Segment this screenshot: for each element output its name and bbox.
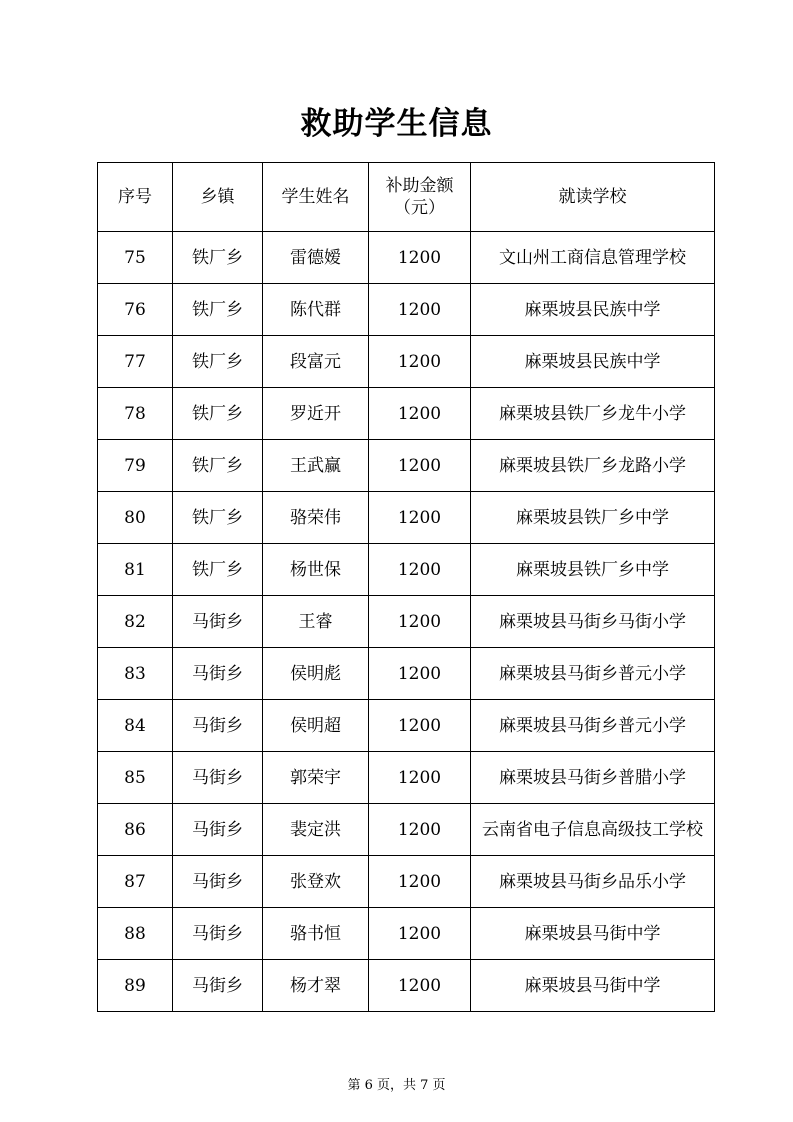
cell-town: 马街乡	[173, 908, 263, 960]
cell-name: 侯明彪	[263, 648, 369, 700]
cell-seq: 82	[98, 596, 173, 648]
cell-amount: 1200	[369, 596, 471, 648]
cell-school: 麻栗坡县民族中学	[471, 284, 715, 336]
cell-school: 麻栗坡县马街乡马街小学	[471, 596, 715, 648]
cell-name: 陈代群	[263, 284, 369, 336]
table-row	[98, 336, 715, 388]
cell-name: 段富元	[263, 336, 369, 388]
cell-amount: 1200	[369, 284, 471, 336]
header-school: 就读学校	[471, 163, 715, 232]
cell-name: 骆书恒	[263, 908, 369, 960]
cell-amount: 1200	[369, 908, 471, 960]
cell-town: 马街乡	[173, 596, 263, 648]
cell-name: 裴定洪	[263, 804, 369, 856]
table-row	[98, 388, 715, 440]
cell-town: 马街乡	[173, 700, 263, 752]
table-row	[98, 232, 715, 284]
cell-amount: 1200	[369, 388, 471, 440]
table-row	[98, 544, 715, 596]
table-row	[98, 700, 715, 752]
cell-school: 文山州工商信息管理学校	[471, 232, 715, 284]
cell-town: 马街乡	[173, 960, 263, 1012]
table-row	[98, 804, 715, 856]
cell-name: 骆荣伟	[263, 492, 369, 544]
page-footer: 第 6 页，共 7 页	[347, 1078, 446, 1093]
cell-seq: 75	[98, 232, 173, 284]
cell-school: 麻栗坡县铁厂乡中学	[471, 544, 715, 596]
cell-name: 杨才翠	[263, 960, 369, 1012]
cell-seq: 76	[98, 284, 173, 336]
table-row	[98, 596, 715, 648]
cell-town: 马街乡	[173, 856, 263, 908]
cell-town: 马街乡	[173, 648, 263, 700]
cell-name: 杨世保	[263, 544, 369, 596]
cell-seq: 78	[98, 388, 173, 440]
table-row	[98, 752, 715, 804]
cell-town: 铁厂乡	[173, 336, 263, 388]
student-aid-table	[97, 162, 715, 1012]
page-title: 救助学生信息	[300, 106, 493, 142]
table-header-row	[98, 163, 715, 232]
header-amount	[369, 163, 471, 232]
cell-seq: 83	[98, 648, 173, 700]
table-row	[98, 492, 715, 544]
cell-school: 麻栗坡县民族中学	[471, 336, 715, 388]
header-name: 学生姓名	[263, 163, 369, 232]
cell-name: 雷德嫒	[263, 232, 369, 284]
cell-name: 张登欢	[263, 856, 369, 908]
table-row	[98, 440, 715, 492]
cell-school: 麻栗坡县铁厂乡龙牛小学	[471, 388, 715, 440]
cell-town: 铁厂乡	[173, 232, 263, 284]
cell-school: 麻栗坡县马街中学	[471, 908, 715, 960]
table-row	[98, 908, 715, 960]
cell-amount: 1200	[369, 492, 471, 544]
cell-seq: 77	[98, 336, 173, 388]
cell-name: 王睿	[263, 596, 369, 648]
cell-school: 麻栗坡县马街乡普腊小学	[471, 752, 715, 804]
cell-town: 马街乡	[173, 752, 263, 804]
cell-amount: 1200	[369, 440, 471, 492]
cell-school: 麻栗坡县马街乡普元小学	[471, 648, 715, 700]
cell-town: 铁厂乡	[173, 284, 263, 336]
cell-name: 侯明超	[263, 700, 369, 752]
cell-seq: 89	[98, 960, 173, 1012]
cell-seq: 87	[98, 856, 173, 908]
cell-seq: 80	[98, 492, 173, 544]
cell-seq: 84	[98, 700, 173, 752]
cell-name: 罗近开	[263, 388, 369, 440]
cell-amount: 1200	[369, 856, 471, 908]
cell-amount: 1200	[369, 960, 471, 1012]
cell-amount: 1200	[369, 336, 471, 388]
header-amount-line1: 补助金额	[385, 176, 454, 196]
cell-seq: 86	[98, 804, 173, 856]
table-row	[98, 284, 715, 336]
cell-school: 麻栗坡县马街乡品乐小学	[471, 856, 715, 908]
table-row	[98, 856, 715, 908]
cell-town: 铁厂乡	[173, 388, 263, 440]
cell-name: 王武赢	[263, 440, 369, 492]
cell-amount: 1200	[369, 648, 471, 700]
cell-school: 麻栗坡县铁厂乡中学	[471, 492, 715, 544]
cell-school: 云南省电子信息高级技工学校	[471, 804, 715, 856]
cell-amount: 1200	[369, 804, 471, 856]
cell-town: 马街乡	[173, 804, 263, 856]
cell-seq: 79	[98, 440, 173, 492]
cell-town: 铁厂乡	[173, 440, 263, 492]
cell-school: 麻栗坡县马街乡普元小学	[471, 700, 715, 752]
header-seq: 序号	[98, 163, 173, 232]
cell-town: 铁厂乡	[173, 492, 263, 544]
cell-town: 铁厂乡	[173, 544, 263, 596]
cell-name: 郭荣宇	[263, 752, 369, 804]
table-row	[98, 960, 715, 1012]
cell-seq: 85	[98, 752, 173, 804]
header-amount-line2: （元）	[394, 198, 445, 218]
cell-amount: 1200	[369, 752, 471, 804]
cell-school: 麻栗坡县铁厂乡龙路小学	[471, 440, 715, 492]
cell-seq: 88	[98, 908, 173, 960]
header-town: 乡镇	[173, 163, 263, 232]
cell-amount: 1200	[369, 544, 471, 596]
cell-school: 麻栗坡县马街中学	[471, 960, 715, 1012]
table-row	[98, 648, 715, 700]
cell-amount: 1200	[369, 700, 471, 752]
cell-amount: 1200	[369, 232, 471, 284]
cell-seq: 81	[98, 544, 173, 596]
